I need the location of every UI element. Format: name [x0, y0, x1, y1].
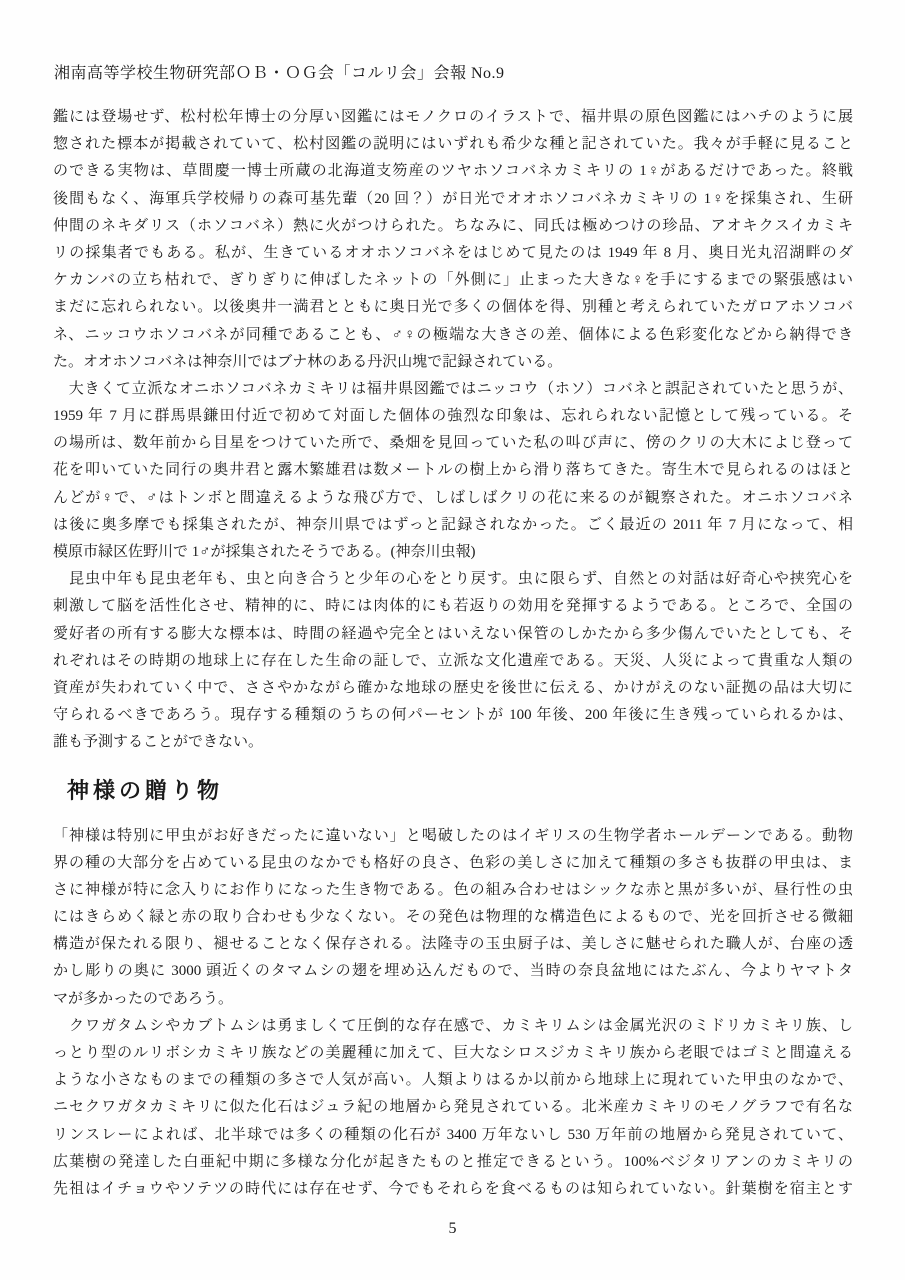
paragraph-line: 界の種の大部分を占めている昆虫のなかでも格好の良さ、色彩の美しさに加えて種類の多さも抜群の甲虫は、ま: [53, 854, 853, 871]
paragraph-line: 「神様は特別に甲虫がお好きだったに違いない」と喝破したのはイギリスの生物学者ホールデーンである。動物: [53, 827, 853, 844]
paragraph-line: の場所は、数年前から目星をつけていた所で、桑畑を見回っていた私の叫び声に、傍のクリの大木によじ登って: [53, 435, 853, 452]
paragraph-line: かし彫りの奥に 3000 頭近くのタマムシの翅を埋め込んだもので、当時の奈良盆地にはたぶん、今よりヤマトタ: [53, 963, 853, 980]
paragraph-line: リの採集者でもある。私が、生きているオオホソコバネをはじめて見たのは 1949 年 8 月、奥日光丸沼湖畔のダ: [53, 244, 853, 261]
paragraph-line: リンスレーによれば、北半球では多くの種類の化石が 3400 万年ないし 530 万年前の地層から発見されていて、: [53, 1126, 853, 1143]
paragraph-line: 昆虫中年も昆虫老年も、虫と向き合うと少年の心をとり戻す。虫に限らず、自然との対話は好奇心や挟究心を: [53, 571, 853, 588]
paragraph: [53, 823, 853, 1013]
page-number: 5: [448, 1220, 457, 1237]
paragraph-line: のできる実物は、草間慶一博士所蔵の北海道支笏産のツヤホソコバネカミキリの 1♀があるだけであった。終戦: [53, 163, 853, 180]
paragraph: [53, 566, 853, 756]
paragraph-line: 誰も予測することができない。: [53, 734, 264, 751]
document-body: [53, 104, 853, 1203]
paragraph-line: 大きくて立派なオニホソコバネカミキリは福井県図鑑ではニッコウ（ホソ）コバネと誤記されていたと思うが、: [53, 380, 853, 397]
paragraph: [53, 1013, 853, 1203]
paragraph-line: んどが♀で、♂はトンボと間違えるような飛び方で、しばしばクリの花に来るのが観察された。オニホソコバネ: [53, 489, 853, 506]
paragraph: [53, 376, 853, 566]
paragraph-line: ような小さなものまでの種類の多さで人気が高い。人類よりはるか以前から地球上に現れていた甲虫のなかで、: [53, 1072, 853, 1089]
paragraph: [53, 104, 853, 376]
paragraph-line: 広葉樹の発達した白亜紀中期に多様な分化が起きたものと推定できるという。100%ベジタリアンのカミキリの: [53, 1153, 853, 1170]
paragraph-line: 仲間のネキダリス（ホソコバネ）熱に火がつけられた。ちなみに、同氏は極めつけの珍品、アオキクスイカミキ: [53, 217, 853, 234]
paragraph-line: 惣された標本が掲載されていて、松村図鑑の説明にはいずれも希少な種と記されていた。我々が手軽に見ること: [53, 136, 853, 153]
section-heading: 神様の贈り物: [67, 777, 224, 803]
page-header: 湘南高等学校生物研究部ＯＢ・ＯＧ会「コルリ会」会報 No.9: [54, 65, 505, 82]
paragraph-line: 先祖はイチョウやソテツの時代には存在せず、今でもそれらを食べるものは知られていない。針葉樹を宿主とす: [53, 1180, 853, 1197]
paragraph-line: 刺激して脳を活性化させ、精神的に、時には肉体的にも若返りの効用を発揮するようである。ところで、全国の: [53, 598, 853, 615]
paragraph-line: 構造が保たれる限り、褪せることなく保存される。法隆寺の玉虫厨子は、美しさに魅せられた職人が、台座の透: [53, 936, 853, 953]
paragraph-line: 愛好者の所有する膨大な標本は、時間の経過や完全とはいえない保管のしかたから多少傷んでいたとしても、そ: [53, 625, 853, 642]
paragraph-line: さに神様が特に念入りにお作りになった生き物である。色の組み合わせはシックな赤と黒が多いが、昼行性の虫: [53, 881, 853, 898]
paragraph-line: 模原市緑区佐野川で 1♂が採集されたそうである。(神奈川虫報): [53, 544, 476, 560]
paragraph-line: 後間もなく、海軍兵学校帰りの森可基先輩（20 回？）が日光でオオホソコバネカミキリの 1♀を採集され、生研: [53, 190, 853, 207]
paragraph-line: にはきらめく緑と赤の取り合わせも少なくない。その発色は物理的な構造色によるもので、光を回折させる微細: [53, 909, 853, 926]
paragraph-line: ネ、ニッコウホソコバネが同種であることも、♂♀の極端な大きさの差、個体による色彩変化などから納得でき: [53, 326, 853, 343]
paragraph-line: ニセクワガタカミキリに似た化石はジュラ紀の地層から発見されている。北米産カミキリのモノグラフで有名な: [53, 1099, 853, 1116]
paragraph-line: 鑑には登場せず、松村松年博士の分厚い図鑑にはモノクロのイラストで、福井県の原色図鑑にはハチのように展: [53, 109, 853, 125]
paragraph-line: マが多かったのであろう。: [53, 990, 234, 1007]
paragraph-line: まだに忘れられない。以後奥井一満君とともに奥日光で多くの個体を得、別種と考えられていたガロアホソコバ: [53, 299, 853, 316]
paragraph-line: れぞれはその時期の地球上に存在した生命の証しで、立派な文化遺産である。天災、人災によって貴重な人類の: [53, 652, 853, 669]
paragraph-line: ケカンバの立ち枯れで、ぎりぎりに伸ばしたネットの「外側に」止まった大きな♀を手にするまでの緊張感はい: [53, 272, 853, 289]
paragraph-line: っとり型のルリボシカミキリ族などの美麗種に加えて、巨大なシロスジカミキリ族から老眼ではゴミと間違える: [53, 1045, 853, 1061]
paragraph-line: 1959 年 7 月に群馬県鎌田付近で初めて対面した個体の強烈な印象は、忘れられない記憶として残っている。そ: [53, 408, 853, 425]
paragraph-line: 資産が失われていく中で、ささやかながら確かな地球の歴史を後世に伝える、かけがえのない証拠の品は大切に: [53, 679, 853, 696]
paragraph-line: 花を叩いていた同行の奥井君と露木繁雄君は数メートルの樹上から滑り落ちてきた。寄生木で見られるのはほと: [53, 462, 853, 479]
paragraph-line: た。オオホソコバネは神奈川ではブナ林のある丹沢山塊で記録されている。: [53, 353, 563, 370]
paragraph-line: 守られるべきであろう。現存する種類のうちの何パーセントが 100 年後、200 年後に生き残っていられるかは、: [53, 707, 853, 724]
paragraph-line: は後に奥多摩でも採集されたが、神奈川県ではずっと記録されなかった。ごく最近の 2011 年 7 月になって、相: [53, 516, 853, 533]
paragraph-line: クワガタムシやカブトムシは勇ましくて圧倒的な存在感で、カミキリムシは金属光沢のミドリカミキリ族、し: [53, 1017, 853, 1034]
